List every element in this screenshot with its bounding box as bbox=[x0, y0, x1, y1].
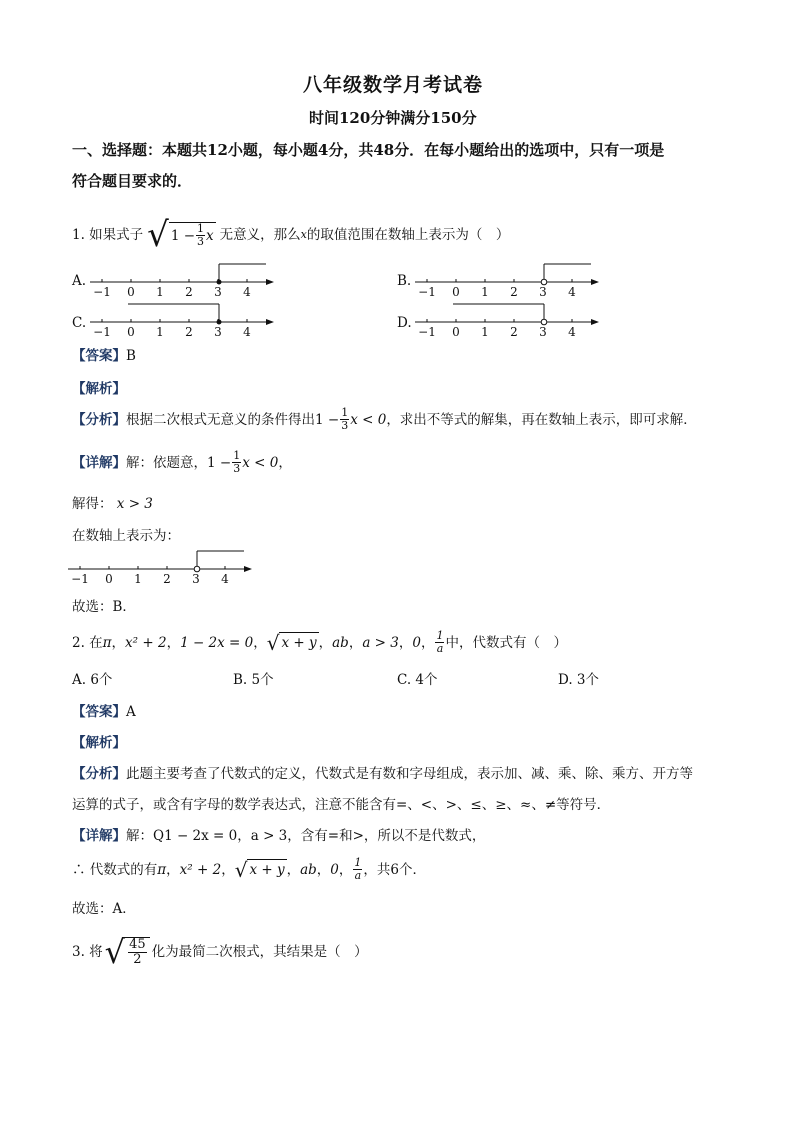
q2-answer: 【答案】A bbox=[72, 704, 136, 720]
numberline-tick-label: 2 bbox=[510, 285, 518, 298]
q2-choose: 故选：A． bbox=[72, 901, 136, 917]
q1-answer: 【答案】B bbox=[72, 348, 136, 364]
q1-suffix: 无意义，那么 bbox=[219, 227, 301, 243]
numberline-tick-label: 4 bbox=[221, 572, 229, 585]
q2-fenxi-line1: 【分析】此题主要考查了代数式的定义，代数式是有数和字母组成，表示加、减、乘、除、乘方、开方等 bbox=[72, 766, 693, 782]
numberline-tick-label: −1 bbox=[71, 572, 89, 585]
q3-radical: √ $\frac{45}{2}$ bbox=[105, 936, 150, 968]
q2-result-line: ∴ 代数式的有 π ， x² + 2 ， √ x + y ， ab ， 0 ， $\frac{1}{a}$ ，共6个． bbox=[72, 856, 426, 882]
numberline-tick-label: 3 bbox=[539, 325, 547, 339]
numberline-tick-label: 1 bbox=[134, 572, 142, 585]
numberline-tick-label: 3 bbox=[192, 572, 200, 585]
q2-xiangjie: 【详解】解：Q1 − 2x = 0，a > 3，含有=和>，所以不是代数式， bbox=[72, 828, 486, 844]
numberline-tick-label: 0 bbox=[452, 325, 460, 339]
q1-suffix2: 的取值范围在数轴上表示为（ ） bbox=[306, 227, 510, 243]
numberline-tick-label: 4 bbox=[568, 285, 576, 298]
numberline-tick-label: 0 bbox=[127, 325, 135, 339]
q1-show: 在数轴上表示为： bbox=[72, 528, 180, 544]
numberline-tick-label: −1 bbox=[418, 285, 436, 298]
section-heading-line2: 符合题目要求的． bbox=[72, 172, 193, 190]
q1-expr-fraction: $\frac{1}{3}$ bbox=[197, 222, 205, 248]
q1-option-a-label: A. bbox=[72, 273, 87, 289]
q1-var: x bbox=[300, 228, 307, 241]
numberline-tick-label: −1 bbox=[93, 285, 111, 298]
q2-option-c: C. 4个 bbox=[397, 672, 438, 688]
numberline-tick-label: 3 bbox=[214, 325, 222, 339]
numberline-tick-label: 0 bbox=[127, 285, 135, 298]
numberline-tick-label: −1 bbox=[93, 325, 111, 339]
numberline-tick-label: 0 bbox=[105, 572, 113, 585]
q2-option-b: B. 5个 bbox=[233, 672, 274, 688]
numberline-tick-label: 1 bbox=[481, 285, 489, 298]
numberline-tick-label: −1 bbox=[418, 325, 436, 339]
q1-fenxi: 【分析】 根据二次根式无意义的条件得出 1 − $\frac{1}{3}$ x < 0 ，求出不等式的解集，再在数轴上表示，即可求解． bbox=[72, 406, 697, 432]
numberline-tick-label: 2 bbox=[185, 325, 193, 339]
section-heading-line1: 一、选择题：本题共12小题，每小题4分，共48分．在每小题给出的选项中，只有一项是 bbox=[72, 141, 665, 159]
numberline-tick-label: 1 bbox=[156, 325, 164, 339]
q1-option-d-numberline bbox=[413, 300, 603, 340]
question-3-stem: 3. 将 √ $\frac{45}{2}$ 化为最简二次根式，其结果是（ ） bbox=[72, 933, 368, 971]
numberline-tick-label: 2 bbox=[510, 325, 518, 339]
numberline-tick-label: 4 bbox=[243, 325, 251, 339]
q1-option-c-label: C. bbox=[72, 315, 87, 331]
q1-choose: 故选：B． bbox=[72, 599, 136, 615]
q1-xiangjie: 【详解】 解：依题意， 1 − $\frac{1}{3}$ x < 0 ， bbox=[72, 449, 292, 475]
numberline-tick-label: 3 bbox=[214, 285, 222, 298]
page-subtitle: 时间120分钟满分150分 bbox=[309, 109, 477, 127]
q2-option-d: D. 3个 bbox=[558, 672, 600, 688]
numberline-tick-label: 4 bbox=[568, 325, 576, 339]
question-2-stem: 2. 在 π ， x² + 2 ， 1 − 2x = 0 ， √ x + y ， ab ， a > 3 ， 0 ， $\frac{1}{a}$ 中，代数式有（ ） bbox=[72, 629, 567, 655]
q1-jiexi: 【解析】 bbox=[72, 381, 126, 397]
q1-option-d-label: D. bbox=[397, 315, 412, 331]
numberline-tick-label: 3 bbox=[539, 285, 547, 298]
q1-prefix: 1. 如果式子 bbox=[72, 227, 144, 243]
q1-solution-numberline bbox=[66, 545, 256, 585]
q1-expr-lead: 1 − bbox=[170, 227, 196, 244]
page-title: 八年级数学月考试卷 bbox=[303, 74, 484, 96]
q1-radical: √ 1 − $\frac{1}{3}$ x bbox=[147, 215, 214, 255]
numberline-tick-label: 1 bbox=[156, 285, 164, 298]
numberline-tick-label: 2 bbox=[185, 285, 193, 298]
q1-option-a-numberline bbox=[88, 258, 278, 298]
q2-fenxi-line2: 运算的式子，或含有字母的数学表达式，注意不能含有=、<、>、≤、≥、≈、≠等符号． bbox=[72, 797, 611, 813]
numberline-tick-label: 1 bbox=[481, 325, 489, 339]
q1-option-b-numberline bbox=[413, 258, 603, 298]
numberline-tick-label: 4 bbox=[243, 285, 251, 298]
q2-jiexi: 【解析】 bbox=[72, 735, 126, 751]
numberline-tick-label: 0 bbox=[452, 285, 460, 298]
q1-option-b-label: B. bbox=[397, 273, 412, 289]
numberline-tick-label: 2 bbox=[163, 572, 171, 585]
question-1-stem bbox=[72, 215, 510, 255]
q1-option-c-numberline bbox=[88, 300, 278, 340]
q1-solve: 解得： x > 3 bbox=[72, 496, 153, 512]
q2-option-a: A. 6个 bbox=[72, 672, 113, 688]
